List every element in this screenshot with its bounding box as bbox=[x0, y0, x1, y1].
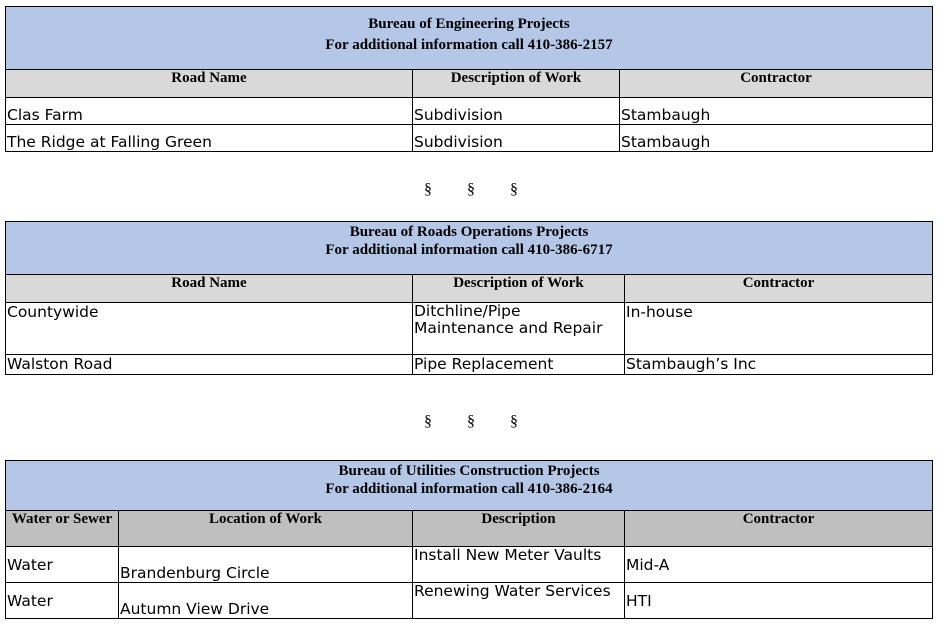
table-cell: Install New Meter Vaults bbox=[413, 547, 625, 583]
column-header: Location of Work bbox=[119, 511, 413, 547]
table-cell: Ditchline/Pipe Maintenance and Repair bbox=[413, 303, 625, 355]
table-cell: Subdivision bbox=[413, 125, 620, 152]
table-cell: Stambaugh bbox=[620, 98, 933, 125]
table-cell: Pipe Replacement bbox=[413, 355, 625, 375]
table-title-block bbox=[6, 461, 933, 511]
table-row bbox=[6, 547, 933, 583]
table-title: Bureau of Roads Operations Projects bbox=[349, 224, 589, 240]
table-cell: Water bbox=[6, 583, 119, 619]
table-cell: Countywide bbox=[6, 303, 413, 355]
column-header: Road Name bbox=[6, 275, 413, 303]
table-cell: Renewing Water Services bbox=[413, 583, 625, 619]
engineering-projects-table bbox=[5, 6, 933, 152]
table-cell: Autumn View Drive bbox=[119, 583, 413, 619]
table-cell: Brandenburg Circle bbox=[119, 547, 413, 583]
table-cell: Mid-A bbox=[625, 547, 933, 583]
roads-operations-table bbox=[5, 221, 933, 375]
column-header: Water or Sewer bbox=[6, 511, 119, 547]
utilities-construction-table bbox=[5, 460, 933, 619]
table-title: Bureau of Utilities Construction Projects bbox=[338, 463, 600, 479]
table-cell: The Ridge at Falling Green bbox=[6, 125, 413, 152]
column-header: Contractor bbox=[625, 511, 933, 547]
table-cell: Clas Farm bbox=[6, 98, 413, 125]
table-row bbox=[6, 355, 933, 375]
table-row bbox=[6, 125, 933, 152]
table-cell: HTI bbox=[625, 583, 933, 619]
table-cell: Stambaugh bbox=[620, 125, 933, 152]
table-cell: In-house bbox=[625, 303, 933, 355]
column-header: Description bbox=[413, 511, 625, 547]
column-header: Description of Work bbox=[413, 70, 620, 98]
table-phone: For additional information call 410-386-2157 bbox=[325, 37, 613, 53]
column-header: Contractor bbox=[620, 70, 933, 98]
table-row bbox=[6, 583, 933, 619]
table-title-block bbox=[6, 222, 933, 275]
table-cell: Water bbox=[6, 547, 119, 583]
table-title: Bureau of Engineering Projects bbox=[368, 16, 570, 32]
column-header: Description of Work bbox=[413, 275, 625, 303]
section-separator: § § § bbox=[424, 181, 518, 198]
table-cell: Walston Road bbox=[6, 355, 413, 375]
table-phone: For additional information call 410-386-2164 bbox=[325, 481, 613, 497]
column-header: Contractor bbox=[625, 275, 933, 303]
table-row bbox=[6, 98, 933, 125]
table-row bbox=[6, 303, 933, 355]
table-cell: Stambaugh’s Inc bbox=[625, 355, 933, 375]
section-separator: § § § bbox=[424, 413, 518, 430]
table-cell: Subdivision bbox=[413, 98, 620, 125]
column-header: Road Name bbox=[6, 70, 413, 98]
table-title-block bbox=[6, 7, 933, 70]
table-phone: For additional information call 410-386-6717 bbox=[325, 242, 613, 258]
